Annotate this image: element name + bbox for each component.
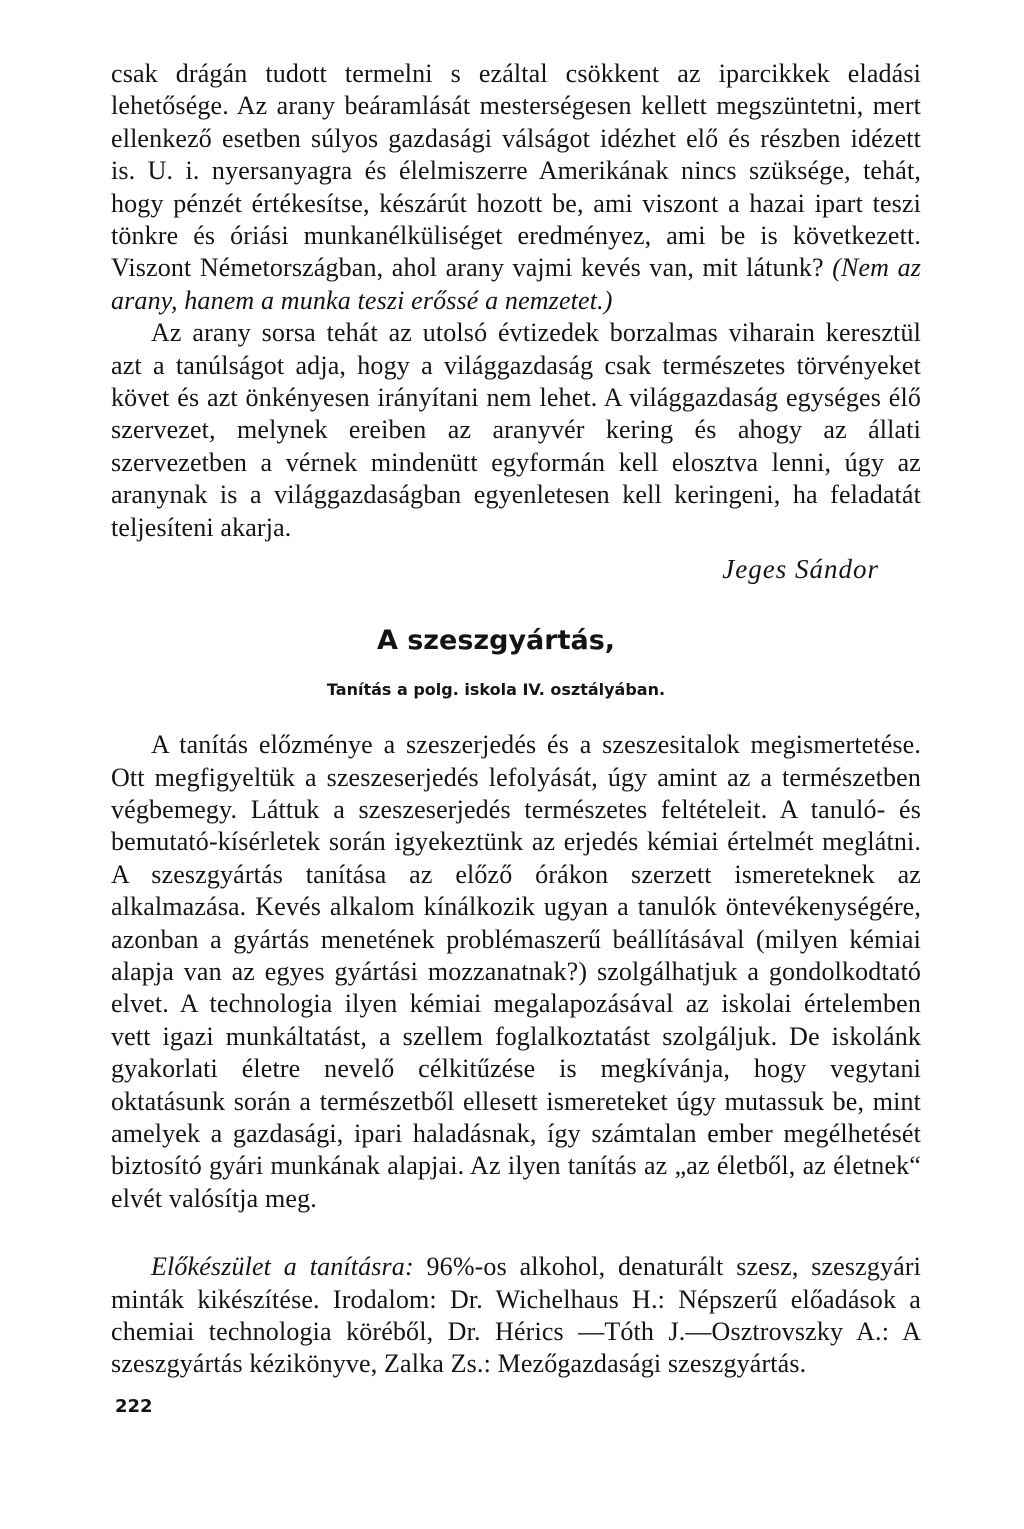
section-title: A szeszgyártás,	[376, 625, 616, 657]
section-subtitle: Tanítás a polg. iskola IV. osztályában.	[326, 680, 666, 700]
gold-paragraph: Az arany sorsa tehát az utolsó évtizedek borzalmas viharain keresztül azt a tanúlságot adja, hogy a világgazdaság csak természetes törvényeket követ és azt önkényesen irányítani nem lehet. A világgazdaság egységes élő szervezet, melynek ereiben az aranyvér kering és ahogy az állati szervezetben a vérnek mindenütt egyformán kell elosztva lenni, úgy az aranynak is a világgazdaságban egyenletesen kell keringeni, ha feladatát teljesíteni akarja.	[111, 318, 921, 542]
continuation-text: csak drágán tudott termelni s ezáltal csökkent az iparcikkek eladási lehetősége. Az arany beáramlását mesterségesen kellett megszüntetni, mert ellenkező esetben súlyos gazdasági válságot idézhet elő és részben idézett is. U. i. nyersanyagra és élelmiszerre Amerikának nincs szüksége, tehát, hogy pénzét értékesítse, készárút hozott be, ami viszont a hazai ipart teszi tönkre és óriási munkanélküliséget eredményez, ami be is következett. Viszont Németországban, ahol arany vajmi kevés van, mit látunk?	[111, 59, 921, 283]
preparation-label: Előkészület a tanításra:	[151, 1252, 414, 1282]
page-body	[111, 58, 921, 1381]
page-number: 222	[115, 1396, 153, 1417]
continuation-paragraph	[111, 58, 921, 317]
emphasis-quote: (Nem az arany, hanem a munka teszi erőssé a nemzetet.)	[111, 253, 921, 315]
preparation-paragraph	[111, 1251, 921, 1381]
preparation-text: 96%-os alkohol, denaturált szesz, szeszgyári minták kikészítése. Irodalom: Dr. Wichelhaus H.: Népszerű előadások a chemiai technologia köréből, Dr. Hérics —Tóth J.—Osztrovszky A.: A szeszgyártás kézikönyve, Zalka Zs.: Mezőgazdasági szeszgyártás.	[111, 1252, 921, 1379]
teaching-paragraph: A tanítás előzménye a szeszerjedés és a szeszesitalok megismertetése. Ott megfigyeltük a szeszeserjedés lefolyását, úgy amint az a természetben végbemegy. Láttuk a szeszeserjedés természetes feltételeit. A tanuló- és bemutató-kísérletek során igyekeztünk az erjedés kémiai értelmét meglátni. A szeszgyártás tanítása az előző órákon szerzett ismereteknek az alkalmazása. Kevés alkalom kínálkozik ugyan a tanulók öntevékenységére, azonban a gyártás menetének problémaszerű beállításával (milyen kémiai alapja van az egyes gyártási mozzanatnak?) szolgálhatjuk a gondolkodtató elvet. A technologia ilyen kémiai megalapozásával az iskolai értelemben vett igazi munkáltatást, a szellem foglalkoztatást szolgáljuk. De iskolánk gyakorlati életre nevelő célkitűzése is megkívánja, hogy vegytani oktatásunk során a természetből ellesett ismereteket úgy mutassuk be, mint amelyek a gazdasági, ipari haladásnak, így számtalan ember megélhetését biztosító gyári munkának alapjai. Az ilyen tanítás az „az életből, az életnek“ elvét valósítja meg.	[111, 730, 921, 1213]
author-signature: Jeges Sándor	[722, 554, 879, 585]
